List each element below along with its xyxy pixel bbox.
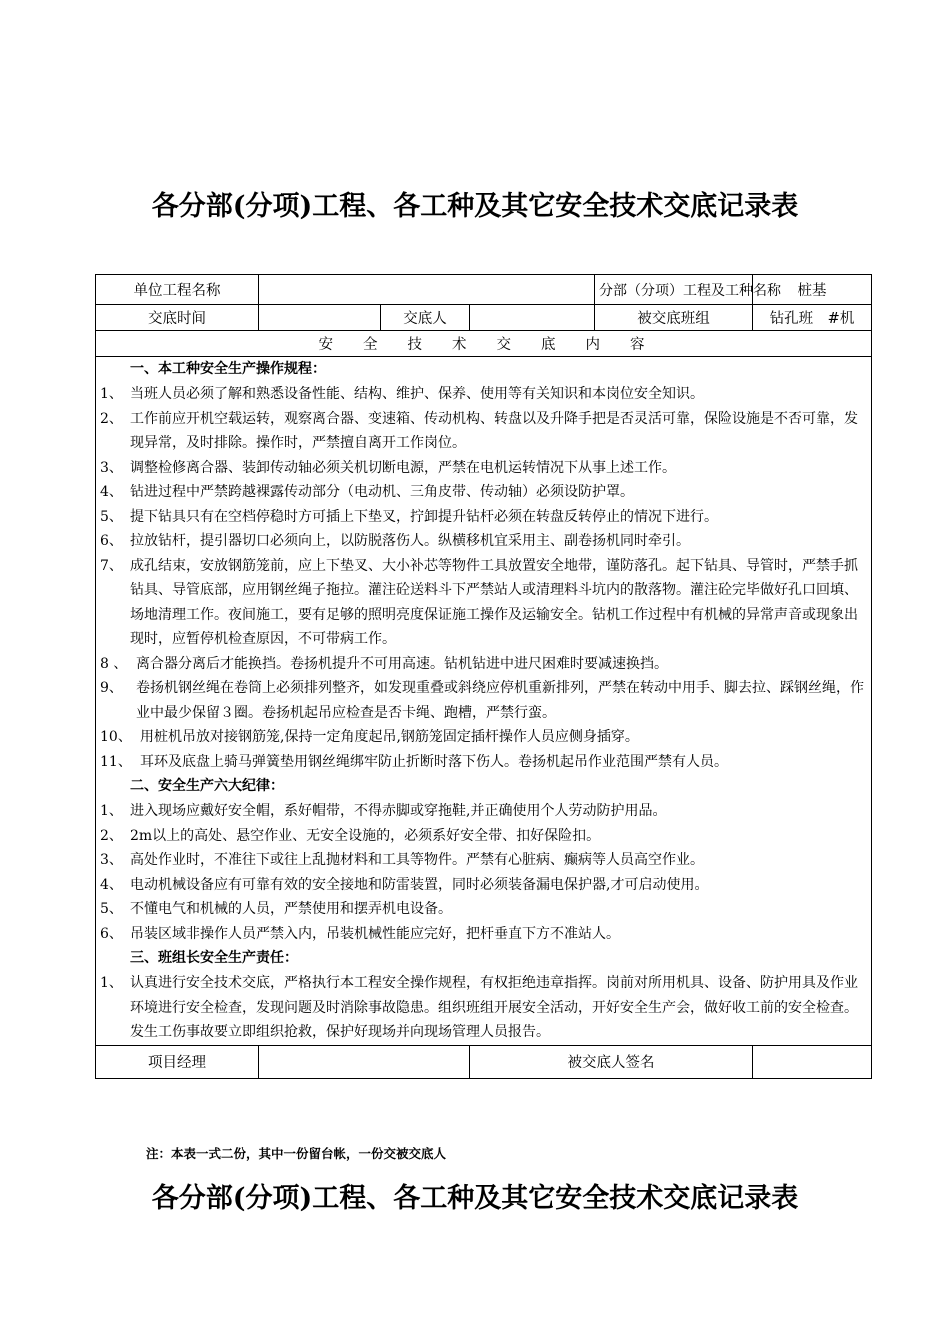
safety-record-table <box>95 274 872 1079</box>
list-item: 2、 2m以上的高处、悬空作业、无安全设施的，必须系好安全带、扣好保险扣。 <box>100 827 601 844</box>
content-row <box>96 357 872 1046</box>
list-item: 3、 高处作业时，不准往下或往上乱抛材料和工具等物件。严禁有心脏病、癫病等人员高空作业。 <box>100 852 704 868</box>
list-item: 4、 电动机械设备应有可靠有效的安全接地和防雷装置，同时必须装备漏电保护器,才可启动使用。 <box>100 876 709 893</box>
header-row-1 <box>96 275 872 305</box>
document-title-next-page: 各分部(分项)工程、各工种及其它安全技术交底记录表 <box>151 1183 799 1214</box>
list-item: 6、 吊装区域非操作人员严禁入内，吊装机械性能应完好，把杆垂直下方不准站人。 <box>100 925 620 942</box>
section-heading: 二、安全生产六大纪律： <box>130 778 284 794</box>
list-item: 1、 认真进行安全技术交底，严格执行本工程安全操作规程，有权拒绝违章指挥。岗前对所用机具、设备、防护用具及作业环境进行安全检查，发现问题及时消除事故隐患。组织班组开展安全活动，开好安全生产会，做好收工前的安全检查。发生工伤事故要立即组织抢救，保护好现场并向现场管理人员报告。 <box>100 975 858 1040</box>
receiver-team-field[interactable]: 钻孔班 #机 <box>753 305 872 331</box>
unit-project-label: 单位工程名称 <box>96 275 259 305</box>
list-item: 9、 卷扬机钢丝绳在卷筒上必须排列整齐，如发现重叠或斜绕应停机重新排列，严禁在转动中用手、脚去拉、踩钢丝绳，作业中最少保留３圈。卷扬机起吊应检查是否卡绳、跑槽，严禁行蛮。 <box>100 680 864 721</box>
content-body <box>96 357 872 1046</box>
date-field[interactable] <box>259 305 381 331</box>
unit-project-field[interactable] <box>259 275 595 305</box>
content-heading-row <box>96 331 872 357</box>
document-title: 各分部(分项)工程、各工种及其它安全技术交底记录表 <box>151 191 799 222</box>
list-item: 8 、 离合器分离后才能换挡。卷扬机提升不可用高速。钻机钻进中进尺困难时要减速换挡。 <box>100 655 668 672</box>
section-heading: 一、本工种安全生产操作规程： <box>130 361 326 377</box>
list-item: 1、 当班人员必须了解和熟悉设备性能、结构、维护、保养、使用等有关知识和本岗位安全知识。 <box>100 386 704 402</box>
section-heading: 三、班组长安全生产责任： <box>130 950 298 966</box>
header-row-2 <box>96 305 872 331</box>
presenter-label: 交底人 <box>381 305 470 331</box>
subproject-label: 分部（分项）工程及工种名称 <box>595 275 753 305</box>
presenter-field[interactable] <box>470 305 595 331</box>
list-item: 7、 成孔结束，安放钢筋笼前，应上下垫叉、大小补芯等物件工具放置安全地带，谨防落孔。起下钻具、导管时，严禁手抓钻具、导管底部，应用钢丝绳子拖拉。灌注砼送料斗下严禁站人或清理料斗坑内的散落物。灌注砼完毕做好孔口回填、场地清理工作。夜间施工，要有足够的照明亮度保证施工操作及运输安全。钻机工作过程中有机械的异常声音或现象出现时，应暂停机检查原因，不可带病工作。 <box>100 557 858 647</box>
receiver-team-label: 被交底班组 <box>595 305 753 331</box>
list-item: 4、 钻进过程中严禁跨越裸露传动部分（电动机、三角皮带、传动轴）必须设防护罩。 <box>100 484 634 500</box>
receiver-signature-label: 被交底人签名 <box>470 1045 753 1078</box>
list-item: 5、 提下钻具只有在空档停稳时方可插上下垫叉，拧卸提升钻杆必须在转盘反转停止的情况下进行。 <box>100 508 718 525</box>
list-item: 2、 工作前应开机空载运转，观察离合器、变速箱、传动机构、转盘以及升降手把是否灵活可靠，保险设施是不否可靠，发现异常，及时排除。操作时，严禁擅自离开工作岗位。 <box>100 410 858 451</box>
list-item: 10、 用桩机吊放对接钢筋笼,保持一定角度起吊,钢筋笼固定插杆操作人员应侧身插穿。 <box>100 729 639 745</box>
subproject-field[interactable]: 桩基 <box>753 275 872 305</box>
receiver-signature-field[interactable] <box>753 1045 872 1078</box>
manager-label: 项目经理 <box>96 1045 259 1078</box>
footnote: 注：本表一式二份，其中一份留台帐，一份交被交底人 <box>146 1146 447 1161</box>
list-item: 5、 不懂电气和机械的人员，严禁使用和摆弄机电设备。 <box>100 901 452 917</box>
signature-row <box>96 1045 872 1078</box>
list-item: 6、 拉放钻杆，提引器切口必须向上，以防脱落伤人。纵横移机宜采用主、副卷扬机同时牵引。 <box>100 533 690 549</box>
date-label: 交底时间 <box>96 305 259 331</box>
content-heading: 安全技术交底内容 <box>96 331 872 357</box>
manager-signature-field[interactable] <box>259 1045 470 1078</box>
list-item: 11、 耳环及底盘上骑马弹簧垫用钢丝绳绑牢防止折断时落下伤人。卷扬机起吊作业范围严禁有人员。 <box>100 753 728 770</box>
list-item: 3、 调整检修离合器、装卸传动轴必须关机切断电源，严禁在电机运转情况下从事上述工作。 <box>100 459 676 476</box>
list-item: 1、 进入现场应戴好安全帽，系好帽带，不得赤脚或穿拖鞋,并正确使用个人劳动防护用品。 <box>100 803 667 819</box>
